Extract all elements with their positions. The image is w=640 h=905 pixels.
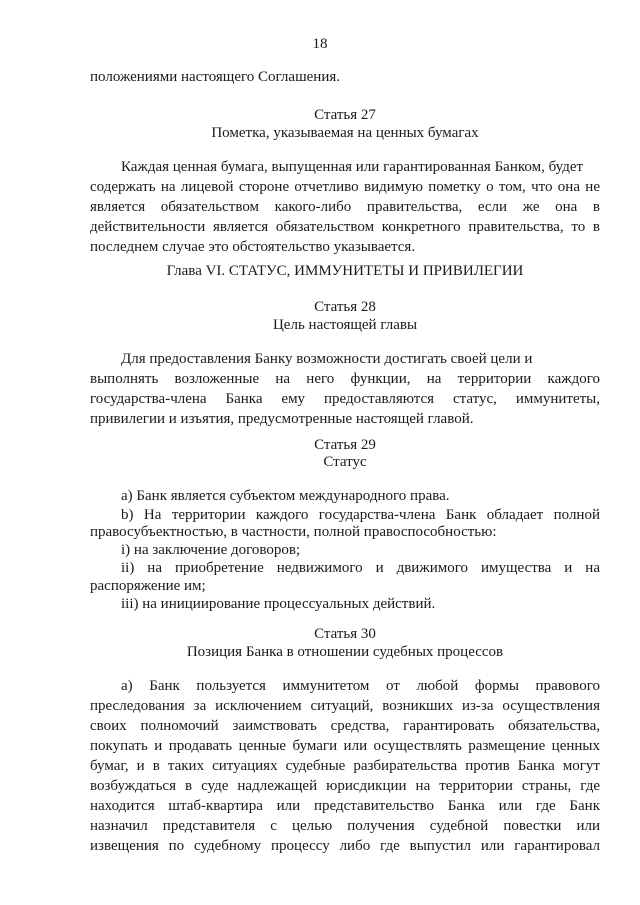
article-29-item-a: a) Банк является субъектом международного права. xyxy=(121,488,450,504)
article-27-paragraph-line: содержать на лицевой стороне отчетливо видимую пометку о том, что она не xyxy=(90,179,600,195)
article-29-title: Статья 29 xyxy=(314,437,376,453)
article-29-item-b-continued: правосубъектностью, в частности, полной правоспособностью: xyxy=(90,524,497,540)
article-30-paragraph-line: своих полномочий заимствовать средства, гарантировать обязательства, xyxy=(90,718,600,734)
article-29-item-b: b) На территории каждого государства-члена Банк обладает полной xyxy=(121,507,600,523)
article-30-paragraph-line: покупать и продавать ценные бумаги или осуществлять размещение ценных xyxy=(90,738,600,754)
article-28-subtitle: Цель настоящей главы xyxy=(272,317,418,333)
article-27-paragraph-line: является обязательством какого-либо правительства, если же она в xyxy=(90,199,600,215)
article-30-paragraph-line: извещения по судебному процессу либо где выпустил или гарантировал xyxy=(90,838,600,854)
article-27-paragraph-line: последнем случае это обстоятельство указывается. xyxy=(90,239,416,255)
continuation-line: положениями настоящего Соглашения. xyxy=(90,69,340,85)
article-30-paragraph-line: возбуждаться в суде надлежащей юрисдикции на территории страны, где xyxy=(90,778,600,794)
article-28-paragraph-line: государства-члена Банка ему предоставляются статус, иммунитеты, xyxy=(90,391,600,407)
article-27-paragraph-line: Каждая ценная бумага, выпущенная или гарантированная Банком, будет xyxy=(121,159,584,175)
article-30-paragraph-line: a) Банк пользуется иммунитетом от любой формы правового xyxy=(121,678,600,694)
page-number: 18 xyxy=(312,36,328,52)
article-30-title: Статья 30 xyxy=(314,626,376,642)
article-27-paragraph-line: действительности является обязательством конкретного правительства, то в xyxy=(90,219,600,235)
article-29-subitem-ii-continued: распоряжение им; xyxy=(90,578,206,594)
article-28-paragraph-line: привилегии и изъятия, предусмотренные настоящей главой. xyxy=(90,411,474,427)
article-28-title: Статья 28 xyxy=(314,299,376,315)
article-30-paragraph-line: бумаг, и в таких ситуациях судебные разбирательства против Банка могут xyxy=(90,758,600,774)
article-30-paragraph-line: назначил представителя с целью получения судебной повестки или xyxy=(90,818,600,834)
article-30-paragraph-line: преследования за исключением ситуаций, возникших из-за осуществления xyxy=(90,698,600,714)
article-27-title: Статья 27 xyxy=(314,107,376,123)
article-29-subtitle: Статус xyxy=(323,454,367,470)
article-29-subitem-iii: iii) на инициирование процессуальных действий. xyxy=(121,596,436,612)
article-29-subitem-i: i) на заключение договоров; xyxy=(121,542,301,558)
chapter-6-title: Глава VI. СТАТУС, ИММУНИТЕТЫ И ПРИВИЛЕГИИ xyxy=(166,263,524,279)
article-30-subtitle: Позиция Банка в отношении судебных процессов xyxy=(186,644,504,660)
article-28-paragraph-line: Для предоставления Банку возможности достигать своей цели и xyxy=(121,351,533,367)
article-29-subitem-ii: ii) на приобретение недвижимого и движимого имущества и на xyxy=(121,560,600,576)
article-28-paragraph-line: выполнять возложенные на него функции, на территории каждого xyxy=(90,371,600,387)
article-27-subtitle: Пометка, указываемая на ценных бумагах xyxy=(211,125,479,141)
article-30-paragraph-line: находится штаб-квартира или представительство Банка или где Банк xyxy=(90,798,600,814)
